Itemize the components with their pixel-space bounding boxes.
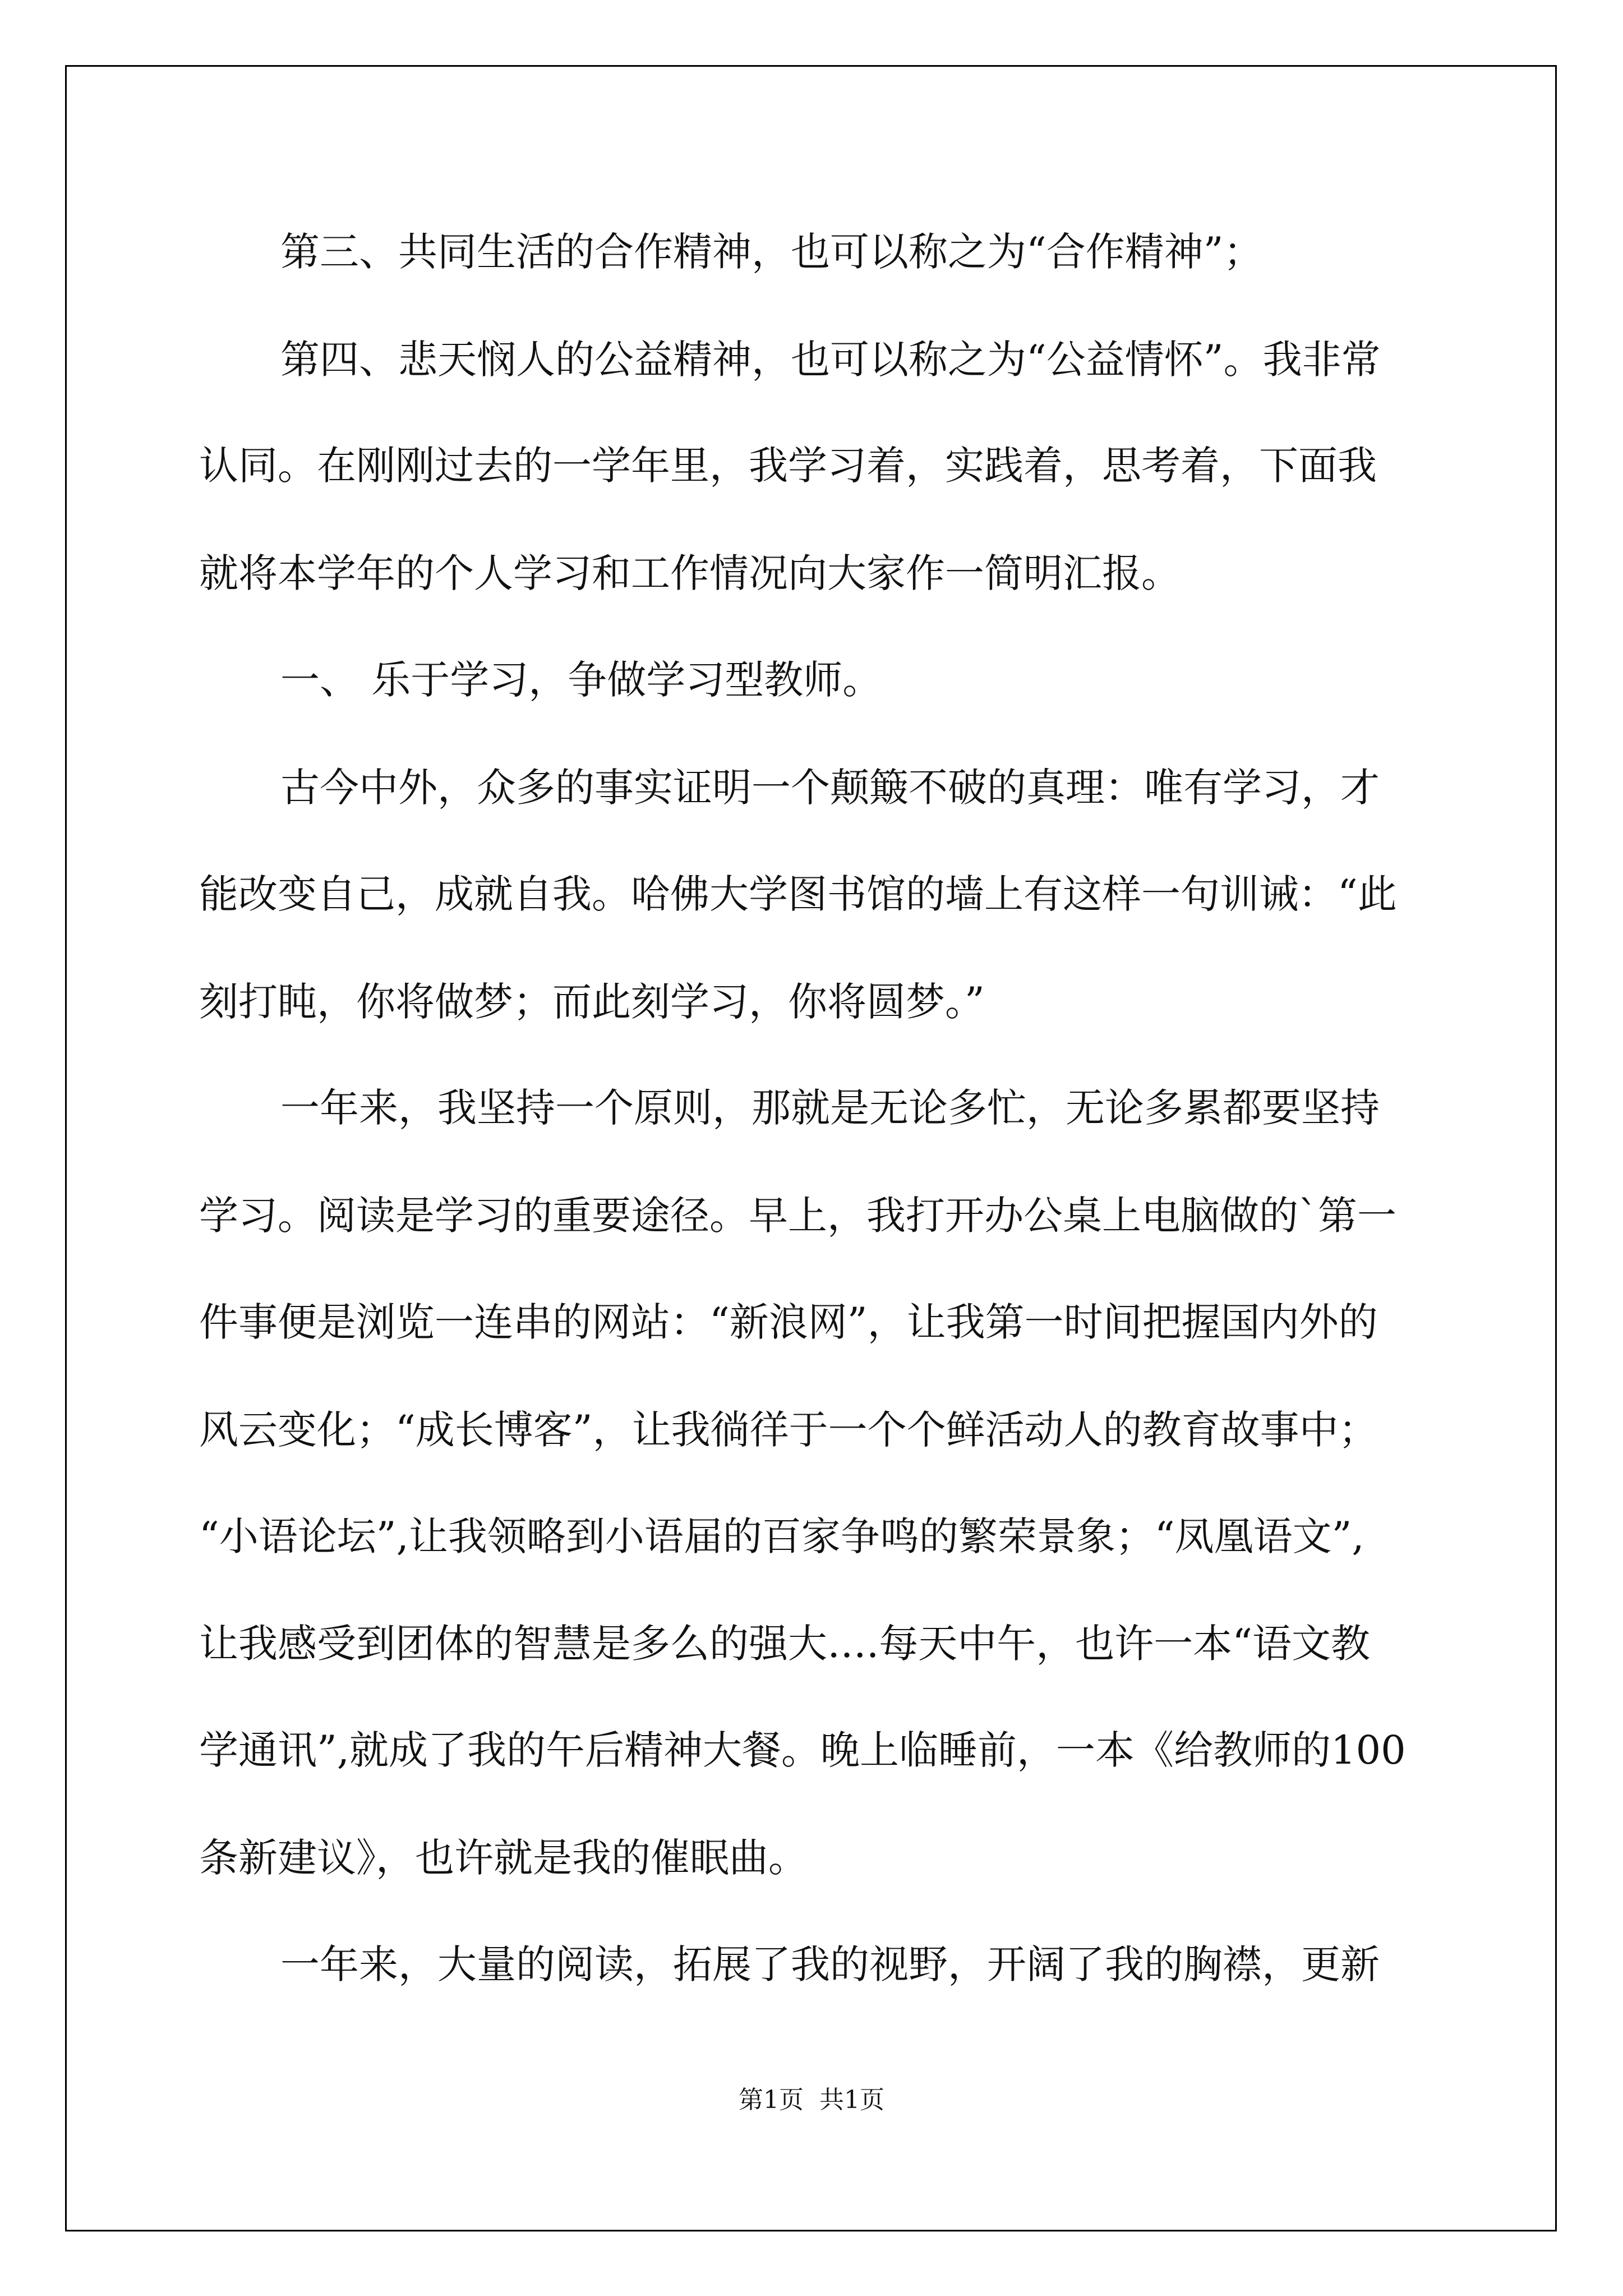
text-line: 一、 乐于学习，争做学习型教师。 bbox=[280, 657, 882, 703]
text-line: 一年来，我坚持一个原则，那就是无论多忙，无论多累都要坚持 bbox=[280, 1085, 1380, 1131]
text-line: 第四、悲天悯人的公益精神，也可以称之为“公益情怀”。我非常 bbox=[280, 337, 1381, 383]
text-line: “小语论坛”,让我领略到小语届的百家争鸣的繁荣景象；“凤凰语文”, bbox=[199, 1513, 1364, 1559]
page-footer: 第1页 共1页 bbox=[739, 2086, 884, 2114]
text-line: 条新建议》，也许就是我的催眠曲。 bbox=[199, 1835, 808, 1881]
text-line: 一年来，大量的阅读，拓展了我的视野，开阔了我的胸襟，更新 bbox=[280, 1941, 1380, 1987]
text-line: 认同。在刚刚过去的一学年里，我学习着，实践着，思考着，下面我 bbox=[199, 443, 1377, 489]
text-line: 就将本学年的个人学习和工作情况向大家作一简明汇报。 bbox=[199, 550, 1181, 596]
text-line: 古今中外，众多的事实证明一个颠簸不破的真理：唯有学习，才 bbox=[280, 765, 1380, 811]
text-line: 让我感受到团体的智慧是多么的强大….每天中午，也许一本“语文教 bbox=[199, 1621, 1371, 1667]
text-line: 能改变自己，成就自我。哈佛大学图书馆的墙上有这样一句训诫：“此 bbox=[199, 871, 1397, 917]
text-line: 第三、共同生活的合作精神，也可以称之为“合作精神”； bbox=[280, 229, 1263, 275]
text-line: 件事便是浏览一连串的网站：“新浪网”，让我第一时间把握国内外的 bbox=[199, 1299, 1378, 1345]
text-line: 学习。阅读是学习的重要途径。早上，我打开办公桌上电脑做的`第一 bbox=[199, 1193, 1396, 1239]
text-line: 刻打盹，你将做梦；而此刻学习，你将圆梦。” bbox=[199, 979, 985, 1025]
text-line: 风云变化；“成长博客”，让我徜徉于一个个鲜活动人的教育故事中； bbox=[199, 1407, 1378, 1453]
text-line: 学通讯”,就成了我的午后精神大餐。晚上临睡前，一本《给教师的100 bbox=[199, 1727, 1406, 1773]
page-border bbox=[65, 65, 1557, 2231]
